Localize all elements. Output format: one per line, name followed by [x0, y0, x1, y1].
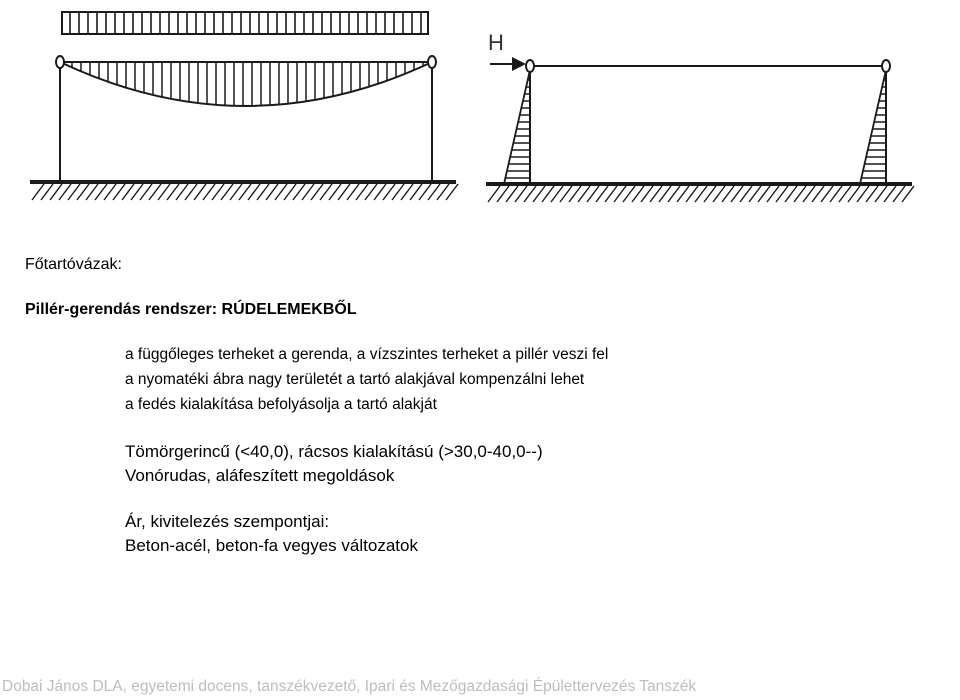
force-label-h: H [488, 30, 504, 55]
force-arrowhead [512, 57, 526, 71]
price-line: Beton-acél, beton-fa vegyes változatok [125, 536, 418, 555]
frame-hinge-left [526, 60, 534, 72]
beam-moment-diagram [30, 12, 458, 200]
price-line: Ár, kivitelezés szempontjai: [125, 512, 330, 531]
column-moment-left [504, 70, 530, 184]
structural-diagrams [0, 0, 960, 220]
distributed-load [62, 12, 428, 34]
hinge-left [56, 56, 64, 68]
point-line: a nyomatéki ábra nagy területét a tartó alakjával kompenzálni lehet [125, 371, 585, 388]
footer-credit: Dobai János DLA, egyetemi docens, tanszékvezető, Ipari és Mezőgazdasági Épülettervezés Tanszék [2, 678, 697, 695]
frame-horizontal-load-diagram [486, 30, 914, 202]
types-line: Tömörgerincű (<40,0), rácsos kialakítású (>30,0-40,0--) [125, 442, 543, 461]
section-label: Főtartóvázak: [25, 256, 122, 273]
point-line: a függőleges terheket a gerenda, a vízszintes terheket a pillér veszi fel [125, 346, 609, 363]
column-moment-right [860, 70, 886, 184]
moment-diagram [60, 62, 432, 106]
section-heading: Pillér-gerendás rendszer: RÚDELEMEKBŐL [25, 301, 357, 318]
hinge-right [428, 56, 436, 68]
types-line: Vonórudas, aláfeszített megoldások [125, 466, 395, 485]
frame-hinge-right [882, 60, 890, 72]
point-line: a fedés kialakítása befolyásolja a tartó alakját [125, 396, 437, 413]
